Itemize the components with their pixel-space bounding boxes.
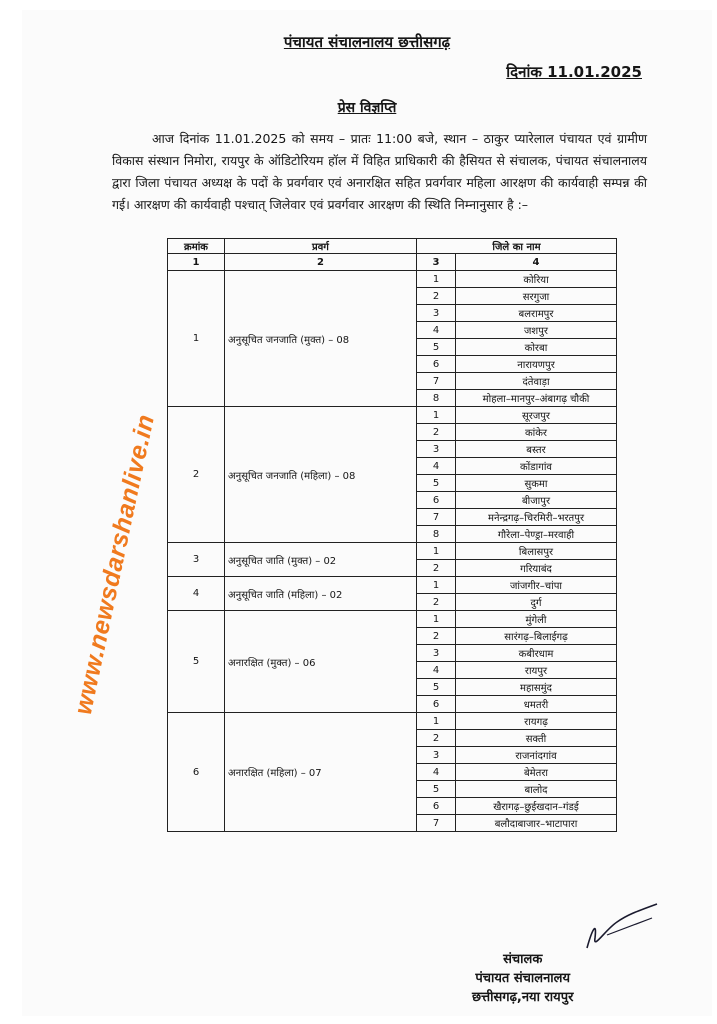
district-name: बलौदाबाजार–भाटापारा xyxy=(456,815,617,832)
district-serial: 5 xyxy=(417,679,456,696)
district-name: धमतरी xyxy=(456,696,617,713)
group-category: अनारक्षित (मुक्त) – 06 xyxy=(225,611,417,713)
header-sno: क्रमांक xyxy=(168,239,225,254)
district-serial: 2 xyxy=(417,288,456,305)
district-serial: 4 xyxy=(417,322,456,339)
district-serial: 1 xyxy=(417,543,456,560)
district-serial: 3 xyxy=(417,747,456,764)
district-serial: 7 xyxy=(417,509,456,526)
district-name: महासमुंद xyxy=(456,679,617,696)
district-serial: 1 xyxy=(417,611,456,628)
district-name: जांजगीर–चांपा xyxy=(456,577,617,594)
district-name: कोरबा xyxy=(456,339,617,356)
district-serial: 7 xyxy=(417,815,456,832)
signatory-office: पंचायत संचालनालय xyxy=(475,971,571,986)
press-note-title: प्रेस विज्ञप्ति xyxy=(337,100,397,116)
colnum-2: 2 xyxy=(225,254,417,271)
district-name: सूरजपुर xyxy=(456,407,617,424)
reservation-table xyxy=(167,238,617,832)
district-name: जशपुर xyxy=(456,322,617,339)
signatory-location: छत्तीसगढ़,नया रायपुर xyxy=(472,990,574,1005)
district-name: कोंडागांव xyxy=(456,458,617,475)
group-sno: 2 xyxy=(168,407,225,543)
district-name: मनेन्द्रगढ़–चिरमिरी–भरतपुर xyxy=(456,509,617,526)
signatory-block xyxy=(472,950,573,1007)
district-name: मुंगेली xyxy=(456,611,617,628)
office-heading: पंचायत संचालनालय छत्तीसगढ़ xyxy=(283,33,451,51)
district-serial: 1 xyxy=(417,713,456,730)
table-body xyxy=(168,271,617,832)
district-serial: 6 xyxy=(417,798,456,815)
group-sno: 3 xyxy=(168,543,225,577)
district-serial: 2 xyxy=(417,594,456,611)
district-name: सारंगढ़–बिलाईगढ़ xyxy=(456,628,617,645)
date-line: दिनांक 11.01.2025 xyxy=(506,63,642,81)
district-name: बीजापुर xyxy=(456,492,617,509)
handwritten-signature xyxy=(577,900,667,955)
district-serial: 3 xyxy=(417,645,456,662)
district-name: रायपुर xyxy=(456,662,617,679)
header-category: प्रवर्ग xyxy=(225,239,417,254)
group-category: अनारक्षित (महिला) – 07 xyxy=(225,713,417,832)
group-sno: 6 xyxy=(168,713,225,832)
press-note-body: आज दिनांक 11.01.2025 को समय – प्रातः 11:00 बजे, स्थान – ठाकुर प्यारेलाल पंचायत एवं ग्रामीण विकास संस्थान निमोरा, रायपुर के ऑडिटोरियम हॉल में विहित प्राधिकारी की हैसियत से संचालक, पंचायत संचालनालय द्वारा जिला पंचायत अध्यक्ष के पदों के प्रवर्गवार एवं अनारक्षित सहित प्रवर्गवार महिला आरक्षण की कार्यवाही सम्पन्न की गई। आरक्षण की कार्यवाही पश्चात् जिलेवार एवं प्रवर्गवार आरक्षण की स्थिति निम्नानुसार है :– xyxy=(112,131,647,212)
district-serial: 8 xyxy=(417,526,456,543)
district-serial: 1 xyxy=(417,407,456,424)
header-district: जिले का नाम xyxy=(417,239,617,254)
district-name: मोहला–मानपुर–अंबागढ़ चौकी xyxy=(456,390,617,407)
district-name: सरगुजा xyxy=(456,288,617,305)
district-name: दुर्ग xyxy=(456,594,617,611)
signatory-designation: संचालक xyxy=(503,952,543,967)
district-serial: 1 xyxy=(417,271,456,288)
colnum-1: 1 xyxy=(168,254,225,271)
district-serial: 6 xyxy=(417,492,456,509)
district-name: सुकमा xyxy=(456,475,617,492)
district-serial: 2 xyxy=(417,560,456,577)
district-name: रायगढ़ xyxy=(456,713,617,730)
group-sno: 1 xyxy=(168,271,225,407)
district-name: कोरिया xyxy=(456,271,617,288)
district-serial: 6 xyxy=(417,696,456,713)
district-serial: 8 xyxy=(417,390,456,407)
district-name: बेमेतरा xyxy=(456,764,617,781)
district-serial: 2 xyxy=(417,424,456,441)
district-name: बालोद xyxy=(456,781,617,798)
table-row xyxy=(168,713,617,730)
district-name: बिलासपुर xyxy=(456,543,617,560)
group-category: अनुसूचित जाति (महिला) – 02 xyxy=(225,577,417,611)
district-name: कबीरधाम xyxy=(456,645,617,662)
document-page xyxy=(22,10,712,1016)
watermark-text: www.newsdarshanlive.in xyxy=(69,411,161,717)
group-sno: 4 xyxy=(168,577,225,611)
district-name: गरियाबंद xyxy=(456,560,617,577)
district-serial: 3 xyxy=(417,305,456,322)
district-serial: 5 xyxy=(417,475,456,492)
table-row xyxy=(168,611,617,628)
district-serial: 5 xyxy=(417,339,456,356)
district-serial: 4 xyxy=(417,662,456,679)
district-name: दंतेवाड़ा xyxy=(456,373,617,390)
table-row xyxy=(168,543,617,560)
district-name: बलरामपुर xyxy=(456,305,617,322)
district-name: गौरेला–पेण्ड्रा–मरवाही xyxy=(456,526,617,543)
district-name: खैरागढ़–छुईखदान–गंडई xyxy=(456,798,617,815)
district-serial: 2 xyxy=(417,628,456,645)
district-serial: 4 xyxy=(417,764,456,781)
table-row xyxy=(168,271,617,288)
district-name: बस्तर xyxy=(456,441,617,458)
group-category: अनुसूचित जनजाति (महिला) – 08 xyxy=(225,407,417,543)
district-serial: 2 xyxy=(417,730,456,747)
group-category: अनुसूचित जनजाति (मुक्त) – 08 xyxy=(225,271,417,407)
group-sno: 5 xyxy=(168,611,225,713)
group-category: अनुसूचित जाति (मुक्त) – 02 xyxy=(225,543,417,577)
table-row xyxy=(168,407,617,424)
district-serial: 6 xyxy=(417,356,456,373)
district-serial: 7 xyxy=(417,373,456,390)
district-name: नारायणपुर xyxy=(456,356,617,373)
colnum-4: 4 xyxy=(456,254,617,271)
district-serial: 3 xyxy=(417,441,456,458)
table-row xyxy=(168,577,617,594)
district-name: कांकेर xyxy=(456,424,617,441)
district-serial: 1 xyxy=(417,577,456,594)
district-name: सक्ती xyxy=(456,730,617,747)
colnum-3: 3 xyxy=(417,254,456,271)
district-name: राजनांदगांव xyxy=(456,747,617,764)
district-serial: 4 xyxy=(417,458,456,475)
district-serial: 5 xyxy=(417,781,456,798)
